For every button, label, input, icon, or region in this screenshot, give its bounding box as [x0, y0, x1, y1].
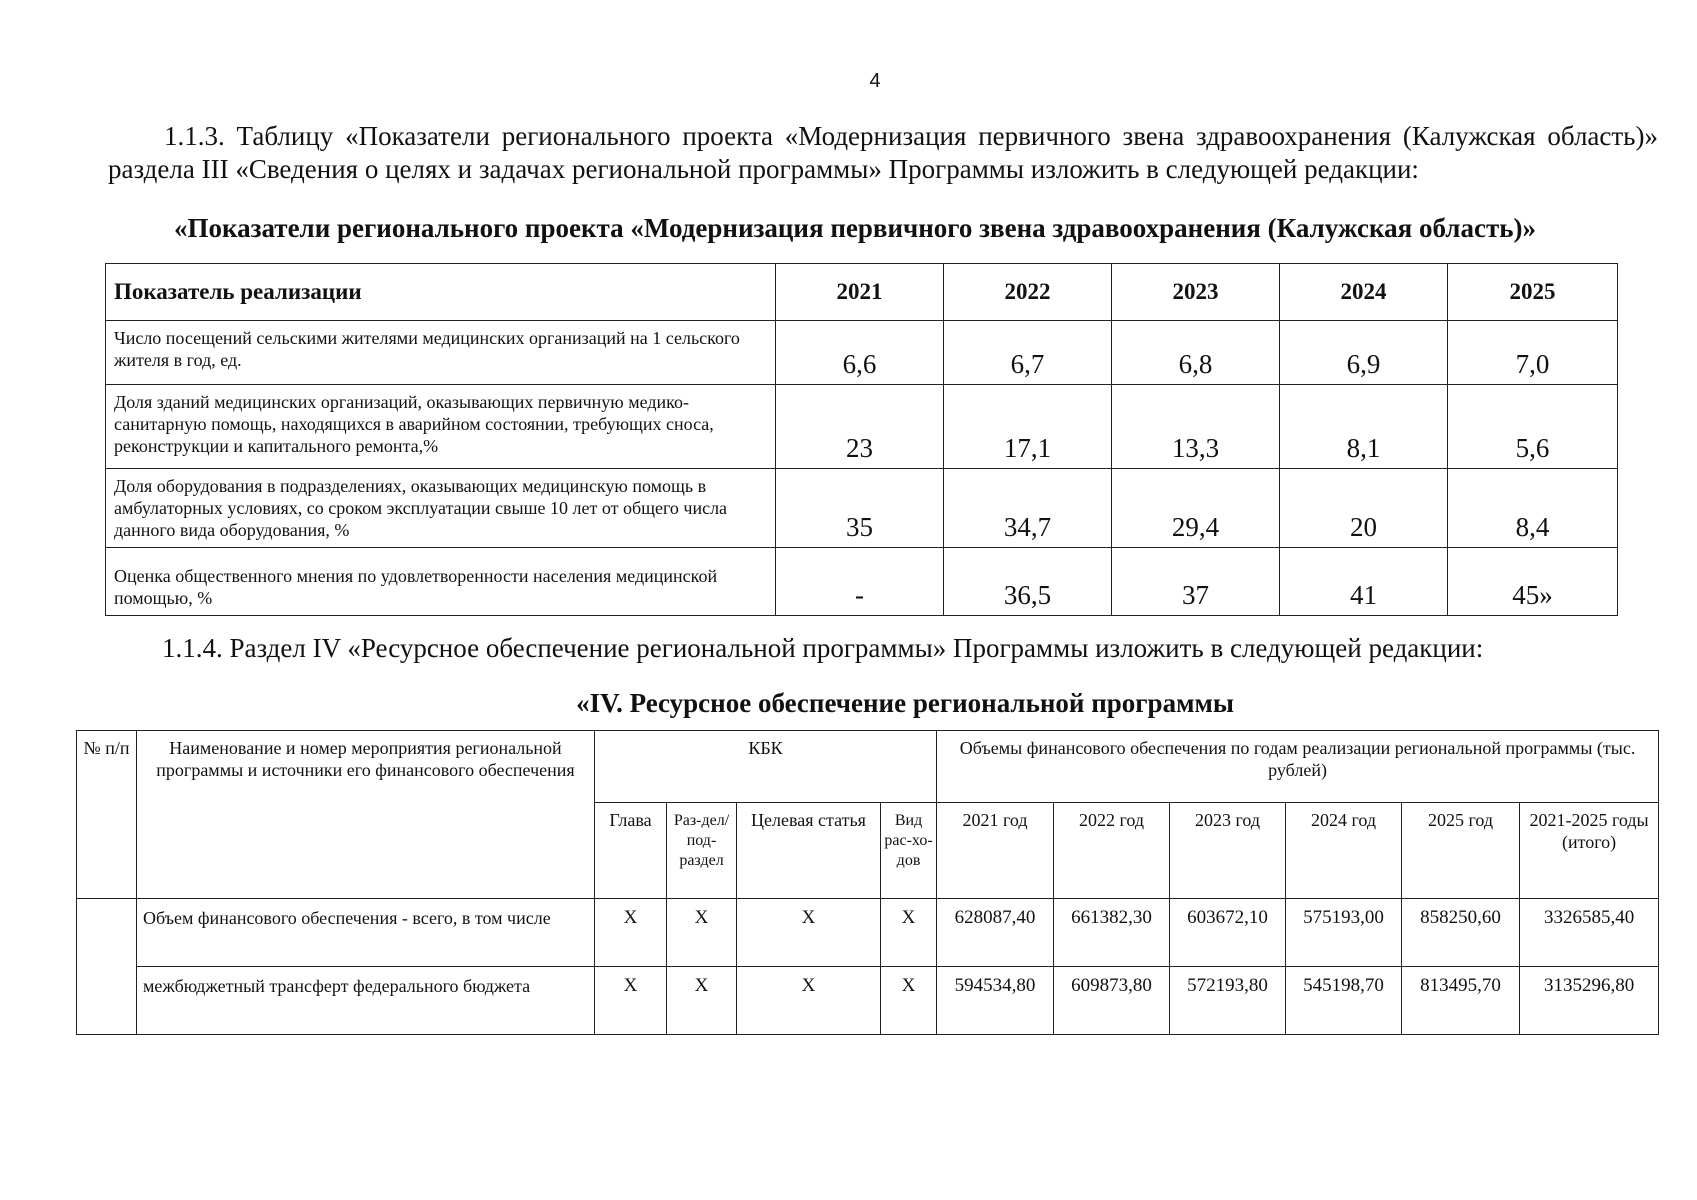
table-row — [77, 967, 1659, 1035]
volume-cell: 858250,60 — [1402, 899, 1520, 967]
indicator-value: - — [776, 548, 944, 616]
volume-total-cell: 3326585,40 — [1520, 899, 1659, 967]
header-year: 2021 — [776, 264, 944, 321]
volume-cell: 575193,00 — [1286, 899, 1402, 967]
indicator-name: Оценка общественного мнения по удовлетворенности населения медицинской помощью, % — [106, 548, 776, 616]
header-volumes: Объемы финансового обеспечения по годам реализации региональной программы (тыс. рублей) — [937, 731, 1659, 803]
kbk-cell: X — [595, 899, 667, 967]
volume-cell: 661382,30 — [1054, 899, 1170, 967]
table-row — [106, 548, 1618, 616]
header-name: Наименование и номер мероприятия региональной программы и источники его финансового обеспечения — [137, 731, 595, 899]
paragraph-1-1-4: 1.1.4. Раздел IV «Ресурсное обеспечение региональной программы» Программы изложить в следующей редакции: — [162, 633, 1484, 663]
indicator-value: 37 — [1112, 548, 1280, 616]
indicator-value: 17,1 — [944, 385, 1112, 469]
header-total: 2021-2025 годы (итого) — [1520, 803, 1659, 899]
volume-cell: 813495,70 — [1402, 967, 1520, 1035]
header-kbk: КБК — [595, 731, 937, 803]
indicator-value: 20 — [1280, 469, 1448, 548]
indicator-name: Доля оборудования в подразделениях, оказывающих медицинскую помощь в амбулаторных условиях, со сроком эксплуатации свыше 10 лет от общего числа данного вида оборудования, % — [106, 469, 776, 548]
paragraph-1-1-3: 1.1.3. Таблицу «Показатели регионального проекта «Модернизация первичного звена здравоохранения (Калужская область)» раздела III «Сведения о целях и задачах региональной программы» Программы изложить в следующей редакции: — [108, 121, 1658, 184]
header-year: 2021 год — [937, 803, 1054, 899]
kbk-cell: X — [881, 967, 937, 1035]
header-year: 2025 — [1448, 264, 1618, 321]
indicators-header-row — [106, 264, 1618, 321]
kbk-cell: X — [881, 899, 937, 967]
indicator-value: 34,7 — [944, 469, 1112, 548]
header-razdel: Раз-дел/ под-раздел — [667, 803, 737, 899]
kbk-cell: X — [737, 967, 881, 1035]
indicators-table — [105, 263, 1618, 616]
section-iv-title: «IV. Ресурсное обеспечение региональной программы — [576, 688, 1234, 718]
volume-cell: 572193,80 — [1170, 967, 1286, 1035]
indicator-value: 23 — [776, 385, 944, 469]
resource-header-row-1 — [77, 731, 1659, 803]
table-row — [106, 469, 1618, 548]
indicator-value: 8,4 — [1448, 469, 1618, 548]
indicator-value: 36,5 — [944, 548, 1112, 616]
table-row — [106, 385, 1618, 469]
volume-cell: 628087,40 — [937, 899, 1054, 967]
indicator-value: 45» — [1448, 548, 1618, 616]
kbk-cell: X — [667, 967, 737, 1035]
indicator-value: 5,6 — [1448, 385, 1618, 469]
indicator-value: 13,3 — [1112, 385, 1280, 469]
header-vid: Вид рас-хо-дов — [881, 803, 937, 899]
header-glava: Глава — [595, 803, 667, 899]
indicator-value: 6,9 — [1280, 321, 1448, 385]
kbk-cell: X — [737, 899, 881, 967]
indicator-value: 6,6 — [776, 321, 944, 385]
indicator-value: 35 — [776, 469, 944, 548]
volume-cell: 545198,70 — [1286, 967, 1402, 1035]
header-number: № п/п — [77, 731, 137, 899]
indicator-value: 41 — [1280, 548, 1448, 616]
header-year: 2024 — [1280, 264, 1448, 321]
row-number — [77, 899, 137, 1035]
volume-cell: 603672,10 — [1170, 899, 1286, 967]
header-statya: Целевая статья — [737, 803, 881, 899]
table-1-title: «Показатели регионального проекта «Модернизация первичного звена здравоохранения (Калужская область)» — [174, 213, 1536, 243]
indicator-value: 6,8 — [1112, 321, 1280, 385]
header-year: 2025 год — [1402, 803, 1520, 899]
kbk-cell: X — [667, 899, 737, 967]
indicator-name: Доля зданий медицинских организаций, оказывающих первичную медико-санитарную помощь, находящихся в аварийном состоянии, требующих сноса, реконструкции и капитального ремонта,% — [106, 385, 776, 469]
header-year: 2024 год — [1286, 803, 1402, 899]
header-indicator: Показатель реализации — [106, 264, 776, 321]
table-row — [106, 321, 1618, 385]
header-year: 2022 год — [1054, 803, 1170, 899]
row-name: Объем финансового обеспечения - всего, в том числе — [137, 899, 595, 967]
indicator-value: 8,1 — [1280, 385, 1448, 469]
indicator-value: 7,0 — [1448, 321, 1618, 385]
header-year: 2022 — [944, 264, 1112, 321]
resource-table — [76, 730, 1659, 1035]
volume-total-cell: 3135296,80 — [1520, 967, 1659, 1035]
volume-cell: 594534,80 — [937, 967, 1054, 1035]
table-row — [77, 899, 1659, 967]
indicator-value: 6,7 — [944, 321, 1112, 385]
kbk-cell: X — [595, 967, 667, 1035]
indicator-name: Число посещений сельскими жителями медицинских организаций на 1 сельского жителя в год, ед. — [106, 321, 776, 385]
indicator-value: 29,4 — [1112, 469, 1280, 548]
page-number: 4 — [869, 70, 881, 92]
row-name: межбюджетный трансферт федерального бюджета — [137, 967, 595, 1035]
header-year: 2023 — [1112, 264, 1280, 321]
header-year: 2023 год — [1170, 803, 1286, 899]
volume-cell: 609873,80 — [1054, 967, 1170, 1035]
